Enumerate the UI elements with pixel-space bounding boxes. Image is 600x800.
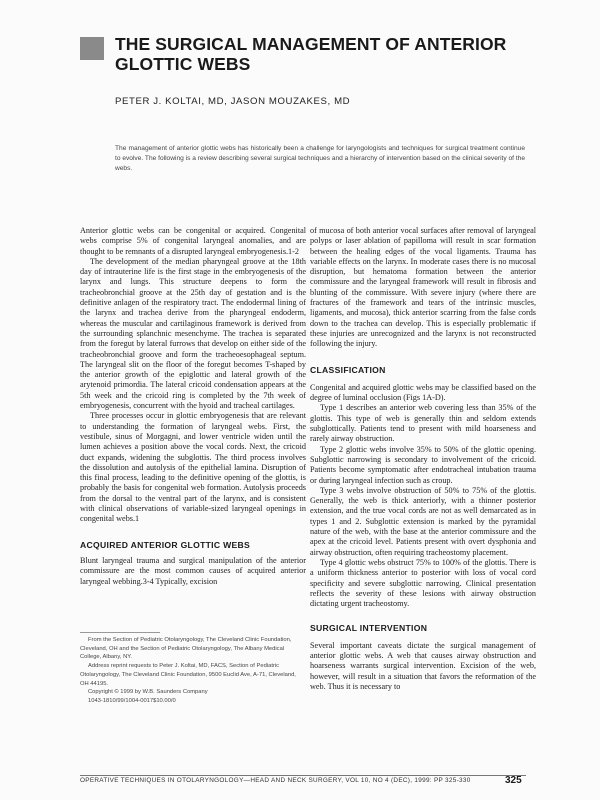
running-footer: OPERATIVE TECHNIQUES IN OTOLARYNGOLOGY—HEAD AND NECK SURGERY, VOL 10, NO 4 (DEC), 1999: PP 325-330 bbox=[80, 777, 471, 784]
body-paragraph: Blunt laryngeal trauma and surgical manipulation of the anterior commissure are the most common causes of acquired anterior laryngeal webbing.3-4 Typically, excision bbox=[80, 555, 306, 586]
footnotes bbox=[80, 636, 302, 706]
body-paragraph: The development of the median pharyngeal groove at the 18th day of intrauterine life is the first stage in the embryogenesis of the larynx and lungs. This structure deepens to form the tracheobronchial groove at the 25th day of gestation and is the definitive anlagen of the respiratory tract. The endodermal lining of the larynx and trachea derive from the pharyngeal endoderm, whereas the muscular and cartilaginous framework is derived from the surrounding splanchnic mesenchyme. The trachea is separated from the foregut by lateral furrows that develop on either side of the tracheobronchial groove and form the tracheoesophageal septum. The laryngeal slit on the floor of the foregut becomes T-shaped by the anterior growth of the epiglottic and lateral growth of the arytenoid primordia. The lateral cricoid condensation appears at the 5th week and the cricoid ring is completed by the 7th week of embryogenesis, concurrent with the hyoid and tracheal cartilages. bbox=[80, 256, 306, 411]
footnote-divider bbox=[80, 632, 160, 633]
page-number: 325 bbox=[505, 775, 522, 786]
title-marker-square bbox=[80, 37, 104, 60]
article-title: THE SURGICAL MANAGEMENT OF ANTERIOR GLOTTIC WEBS bbox=[115, 34, 507, 74]
body-paragraph: Anterior glottic webs can be congenital or acquired. Congenital webs comprise 5% of congenital laryngeal anomalies, and are thought to be remnants of a disrupted laryngeal embryogenesis.1-2 bbox=[80, 226, 306, 256]
body-paragraph: Type 3 webs involve obstruction of 50% to 75% of the glottis. Generally, the web is thick anteriorly, with a thinner posterior extension, and the true vocal cords are not as well demarcated as in types 1 and 2. Subglottic extension is marked by the pyramidal nature of the web, with the base at the anterior commissure and the apex at the cricoid level. Patients present with overt dysphonia and airway obstruction, often requiring tracheostomy placement. bbox=[310, 485, 536, 557]
body-paragraph: Congenital and acquired glottic webs may be classified based on the degree of luminal occlusion (Figs 1A-D). bbox=[310, 382, 536, 403]
section-heading-classification: CLASSIFICATION bbox=[310, 364, 386, 375]
left-column bbox=[80, 226, 306, 587]
section-heading-surgical: SURGICAL INTERVENTION bbox=[310, 623, 428, 634]
footnote-doi-code: 1043-1810/99/1004-0017$10.00/0 bbox=[88, 697, 176, 704]
footnote-affiliation: From the Section of Pediatric Otolaryngology, The Cleveland Clinic Foundation, Cleveland, OH and the Section of Pediatric Otolaryngology, The Albany Medical College, Albany, NY. bbox=[80, 637, 292, 661]
footnote-reprint-address: Address reprint requests to Peter J. Koltai, MD, FACS, Section of Pediatric Otolaryngology, The Cleveland Clinic Foundation, 9500 Euclid Ave, A-71, Cleveland, OH 44195. bbox=[80, 663, 296, 687]
body-paragraph: Type 2 glottic webs involve 35% to 50% of the glottic opening. Subglottic narrowing is secondary to involvement of the cricoid. Patients become symptomatic after endotracheal intubation trauma or during laryngeal infection such as croup. bbox=[310, 444, 536, 485]
body-paragraph: Type 1 describes an anterior web covering less than 35% of the glottis. This type of web is generally thin and seldom extends subglottically. Patients tend to present with mild hoarseness and rarely airway obstruction. bbox=[310, 403, 536, 444]
right-column bbox=[310, 226, 536, 692]
body-paragraph: of mucosa of both anterior vocal surfaces after removal of laryngeal polyps or laser ablation of papilloma will result in scar formation between the healing edges of the vocal ligaments. Trauma has variable effects on the larynx. In moderate cases there is no mucosal disruption, but hematoma formation between the anterior commissure and the laryngeal framework will result in fibrosis and blunting of the commissure. With severe injury (where there are fractures of the framework and tears of the intrinsic muscles, ligaments, and mucosa), thick anterior scarring from the false cords down to the trachea can develop. This is especially problematic if these injuries are unrecognized and the larynx is not reconstructed following the injury. bbox=[310, 226, 536, 349]
article-abstract: The management of anterior glottic webs has historically been a challenge for laryngologists and techniques for surgical treatment continue to evolve. The following is a review describing several surgical techniques and a hierarchy of intervention based on the clinical severity of the webs. bbox=[115, 145, 526, 172]
footnote-copyright: Copyright © 1999 by W.B. Saunders Company bbox=[88, 689, 208, 696]
body-paragraph: Type 4 glottic webs obstruct 75% to 100% of the glottis. There is a uniform thickness anterior to posterior with loss of vocal cord specificity and severe subglottic narrowing. Clinical presentation reflects the severity of these lesions with airway obstruction dictating urgent tracheostomy. bbox=[310, 557, 536, 609]
body-paragraph: Several important caveats dictate the surgical management of anterior glottic webs. A web that causes airway obstruction and hoarseness warrants surgical intervention. Excision of the web, however, will result in a situation that favors the reformation of the web. Thus it is necessary to bbox=[310, 640, 536, 691]
body-paragraph: Three processes occur in glottic embryogenesis that are relevant to understanding the formation of laryngeal webs. First, the vestibule, sinus of Morgagni, and lower ventricle widen until the lumen achieves a position above the vocal cords. Next, the cricoid duct expands, widening the subglottis. The third process involves the dissolution and autolysis of the epithelial lamina. Disruption of this final process, leading to the definitive opening of the glottis, is probably the basis for congenital web formation. Autolysis proceeds from the dorsal to the ventral part of the larynx, and is consistent with clinical observations of variable-sized laryngeal openings in congenital webs.1 bbox=[80, 411, 306, 524]
footer-divider bbox=[80, 775, 526, 776]
section-heading-acquired: ACQUIRED ANTERIOR GLOTTIC WEBS bbox=[80, 539, 251, 550]
article-authors: PETER J. KOLTAI, MD, JASON MOUZAKES, MD bbox=[115, 96, 351, 107]
